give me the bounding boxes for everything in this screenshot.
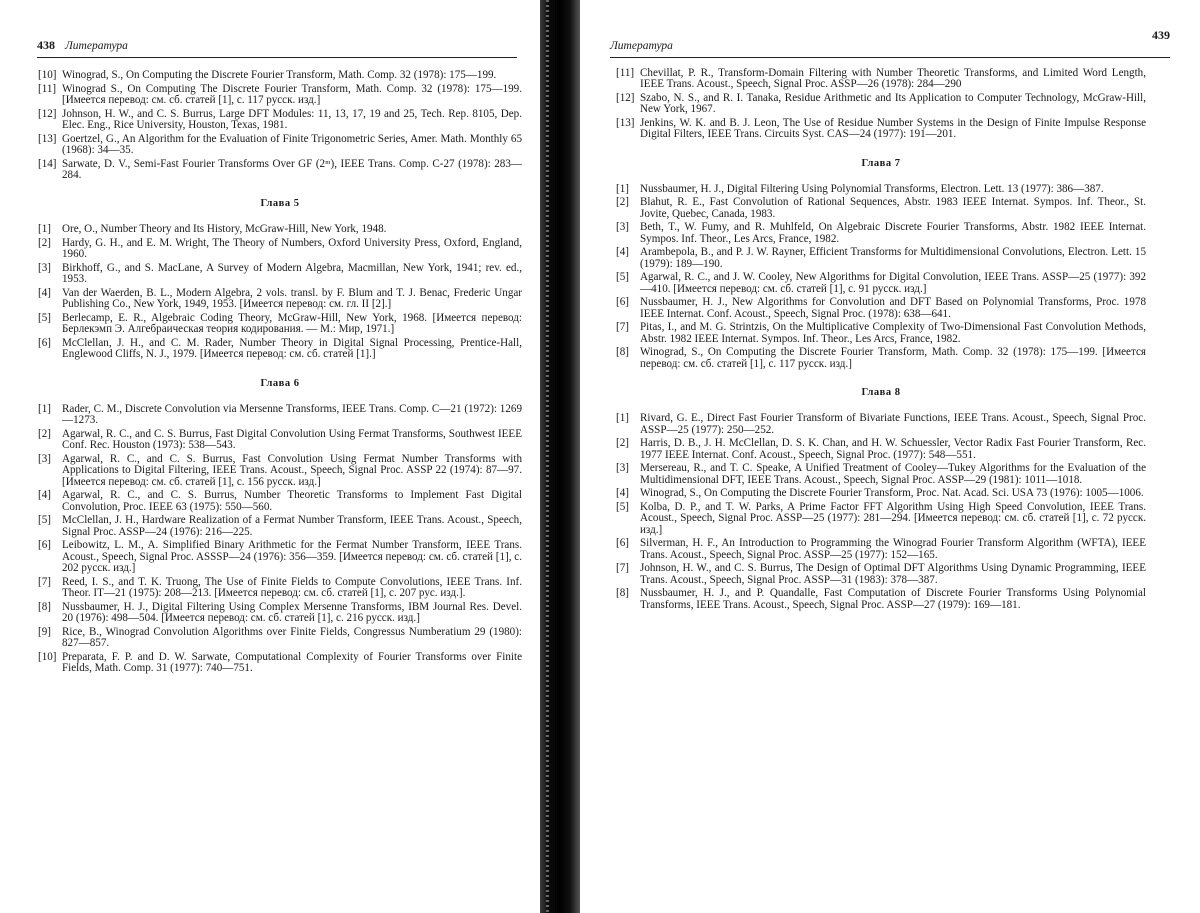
reference-number: [7] <box>38 575 51 588</box>
reference-text: Rader, C. M., Discrete Convolution via Mersenne Transforms, IEEE Trans. Comp. C—21 (1972): 1269—1273. <box>62 402 522 427</box>
reference-item <box>38 70 522 81</box>
reference-text: Agarwal, R. C., and C. S. Burrus, Fast Digital Convolution Using Fermat Transforms, Southwest IEEE Conf. Rec. Houston (1973): 538—543. <box>62 427 522 452</box>
reference-text: Nussbaumer, H. J., New Algorithms for Convolution and DFT Based on Polynomial Transforms, Proc. 1978 IEEE Internat. Conf. Acoust., Speech, Signal Proc. (1978): 638—641. <box>640 296 1146 320</box>
reference-item <box>616 438 1146 461</box>
right-page <box>580 0 1200 913</box>
reference-item <box>38 159 522 182</box>
reference-list <box>38 404 522 675</box>
right-page-content <box>616 68 1146 613</box>
reference-text: Winograd S., On Computing The Discrete Fourier Transform, Math. Comp. 32 (1978): 175—199. [Имеется перевод: см. сб. статей [1], с. 117 русск. изд.] <box>62 82 522 106</box>
reference-item <box>616 347 1146 370</box>
reference-number: [6] <box>616 537 629 550</box>
reference-item <box>616 272 1146 295</box>
reference-text: Goertzel, G., An Algorithm for the Evaluation of Finite Trigonometric Series, Amer. Math. Monthly 65 (1968): 34—35. <box>62 132 522 156</box>
reference-number: [10] <box>38 650 57 663</box>
reference-number: [2] <box>616 437 629 450</box>
reference-number: [14] <box>38 157 57 170</box>
page-number: 438 <box>37 38 55 52</box>
reference-item <box>38 540 522 574</box>
reference-text: Nussbaumer, H. J., and P. Quandalle, Fast Computation of Discrete Fourier Transforms Using Polynomial Transforms, IEEE Trans. Acoust., Speech, Signal Proc. ASSP—27 (1979): 169—181. <box>640 587 1146 611</box>
reference-item <box>616 184 1146 195</box>
reference-number: [13] <box>38 132 57 145</box>
reference-item <box>616 322 1146 345</box>
reference-item <box>38 109 522 132</box>
chapter-heading: Глава 7 <box>861 157 901 169</box>
reference-number: [1] <box>38 402 51 415</box>
reference-number: [1] <box>616 412 629 425</box>
reference-text: Van der Waerden, B. L., Modern Algebra, 2 vols. transl. by F. Blum and T. J. Benac, Frederic Ungar Publishing Co., New York, 1949, 1953. [Имеется перевод: см. гл. II [2].] <box>62 287 522 311</box>
reference-text: Sarwate, D. V., Semi-Fast Fourier Transforms Over GF (2ᵐ), IEEE Trans. Comp. C-27 (1978): 283—284. <box>62 157 522 181</box>
reference-item <box>616 413 1146 436</box>
reference-text: Silverman, H. F., An Introduction to Programming the Winograd Fourier Transform Algorithm (WFTA), IEEE Trans. Acoust., Speech, Signal Proc. ASSP—25 (1977): 152—165. <box>640 537 1146 561</box>
book-gutter <box>540 0 580 913</box>
reference-number: [5] <box>616 271 629 284</box>
reference-item <box>38 490 522 513</box>
reference-number: [11] <box>38 82 57 95</box>
reference-number: [5] <box>38 312 51 324</box>
reference-text: Hardy, G. H., and E. M. Wright, The Theory of Numbers, Oxford University Press, Oxford, England, 1960. <box>62 237 522 261</box>
reference-item <box>38 134 522 157</box>
reference-item <box>616 502 1146 536</box>
reference-text: Nussbaumer, H. J., Digital Filtering Using Complex Mersenne Transforms, IBM Journal Res. Devel. 20 (1976): 498—504. [Имеется перевод: см. сб. статей [1], с. 216 русск. изд.] <box>62 600 522 625</box>
reference-list <box>38 224 522 360</box>
reference-item <box>616 68 1146 91</box>
reference-item <box>38 288 522 311</box>
reference-number: [9] <box>38 625 51 638</box>
left-page-content <box>38 70 522 677</box>
reference-number: [8] <box>616 587 629 600</box>
reference-number: [4] <box>38 489 51 502</box>
reference-text: Winograd, S., On Computing the Discrete Fourier Transform, Proc. Nat. Acad. Sci. USA 73 (1976): 1005—1006. <box>640 487 1144 500</box>
reference-item <box>38 652 522 675</box>
reference-item <box>616 247 1146 270</box>
reference-number: [1] <box>616 182 629 195</box>
reference-item <box>38 454 522 488</box>
reference-item <box>616 197 1146 220</box>
reference-number: [6] <box>38 539 51 552</box>
reference-item <box>38 238 522 261</box>
reference-number: [4] <box>616 487 629 500</box>
right-page-header <box>610 28 1170 58</box>
reference-text: McClellan, J. H., and C. M. Rader, Number Theory in Digital Signal Processing, Prentice-Hall, Englewood Cliffs, N. J., 1979. [Имеется перевод: см. сб. статей [1].] <box>62 337 522 361</box>
reference-text: Reed, I. S., and T. K. Truong, The Use of Finite Fields to Compute Convolutions, IEEE Trans. Inf. Theor. IT—21 (1975): 208—213. [Имеется перевод: см. сб. статей [1], с. 207 рус. изд.]. <box>62 575 522 600</box>
reference-item <box>616 463 1146 486</box>
chapter-heading: Глава 5 <box>260 198 300 210</box>
reference-number: [11] <box>616 67 635 79</box>
reference-list <box>38 70 522 181</box>
reference-text: Agarwal, R. C., and C. S. Burrus, Number Theoretic Transforms to Implement Fast Digital Convolution, Proc. IEEE 63 (1975): 550—560. <box>62 489 522 513</box>
reference-text: Ore, O., Number Theory and Its History, McGraw-Hill, New York, 1948. <box>62 223 387 236</box>
reference-item <box>616 93 1146 116</box>
reference-text: Winograd, S., On Computing the Discrete Fourier Transform, Math. Comp. 32 (1978): 175—199. [Имеется перевод: см. сб. статей [1], с. 117 русск. изд.] <box>640 346 1146 370</box>
reference-number: [7] <box>616 562 629 575</box>
reference-number: [3] <box>38 452 51 465</box>
reference-text: Chevillat, P. R., Transform-Domain Filtering with Number Theoretic Transforms, and Limited Word Length, IEEE Trans. Acoust., Speech, Signal Proc. ASSP—26 (1978): 284—290 <box>640 67 1146 91</box>
reference-number: [5] <box>616 500 629 513</box>
reference-number: [8] <box>38 600 51 613</box>
reference-item <box>38 515 522 538</box>
running-head: Литература <box>610 40 673 52</box>
reference-text: Rice, B., Winograd Convolution Algorithms over Finite Fields, Congressus Numberatium 29 (1980): 827—857. <box>62 625 522 650</box>
chapter-heading: Глава 6 <box>260 377 300 389</box>
reference-item <box>38 429 522 452</box>
reference-number: [13] <box>616 117 635 129</box>
reference-item <box>38 224 522 235</box>
reference-item <box>38 338 522 361</box>
reference-text: Jenkins, W. K. and B. J. Leon, The Use of Residue Number Systems in the Design of Finite Impulse Response Digital Filters, IEEE Trans. Circuits Syst. CAS—24 (1977): 191—201. <box>640 117 1146 141</box>
reference-number: [12] <box>616 92 635 104</box>
reference-number: [4] <box>616 246 629 259</box>
reference-number: [10] <box>38 69 57 81</box>
reference-number: [8] <box>616 346 629 359</box>
reference-item <box>38 577 522 600</box>
left-page-header <box>37 38 517 58</box>
reference-text: McClellan, J. H., Hardware Realization of a Fermat Number Transform, IEEE Trans. Acoust., Speech, Signal Proc. ASSP—24 (1976): 216—225. <box>62 514 522 538</box>
reference-text: Pitas, I., and M. G. Strintzis, On the Multiplicative Complexity of Two-Dimensional Fast Convolution Methods, Abstr. 1982 IEEE Internat. Sympos. Inf. Theor., Les Arcs, France, 1982. <box>640 321 1146 345</box>
reference-number: [2] <box>616 196 629 209</box>
reference-text: Johnson, H. W., and C. S. Burrus, Large DFT Modules: 11, 13, 17, 19 and 25, Tech. Rep. 8105, Dep. Elec. Eng., Rice University, Houston, Texas, 1981. <box>62 107 522 131</box>
reference-item <box>38 84 522 107</box>
reference-text: Kolba, D. P., and T. W. Parks, A Prime Factor FFT Algorithm Using High Speed Convolution, IEEE Trans. Acoust., Speech, Signal Proc. ASSP—25 (1977): 281—294. [Имеется перевод: см. сб. статей [1], с. 72 русск. изд.] <box>640 500 1146 536</box>
reference-text: Szabo, N. S., and R. I. Tanaka, Residue Arithmetic and Its Application to Computer Technology, McGraw-Hill, New York, 1967. <box>640 92 1146 116</box>
reference-item <box>616 297 1146 320</box>
reference-number: [6] <box>616 296 629 309</box>
reference-number: [3] <box>616 462 629 475</box>
reference-text: Harris, D. B., J. H. McClellan, D. S. K. Chan, and H. W. Schuessler, Vector Radix Fast Fourier Transform, Rec. 1977 IEEE Internat. Conf. Acoust., Speech, Signal Proc. (1977): 548—551. <box>640 437 1146 461</box>
reference-text: Nussbaumer, H. J., Digital Filtering Using Polynomial Transforms, Electron. Lett. 13 (1977): 386—387. <box>640 182 1104 195</box>
page-number: 439 <box>1152 28 1170 42</box>
running-head: Литература <box>65 40 128 52</box>
reference-number: [1] <box>38 223 51 236</box>
left-page <box>0 0 540 913</box>
reference-list <box>616 184 1146 370</box>
reference-item <box>616 538 1146 561</box>
reference-number: [12] <box>38 107 57 120</box>
reference-item <box>38 313 522 336</box>
reference-item <box>616 563 1146 586</box>
reference-text: Arambepola, B., and P. J. W. Rayner, Efficient Transforms for Multidimensional Convolutions, Electron. Lett. 15 (1979): 189—190. <box>640 246 1146 270</box>
reference-text: Berlecamp, E. R., Algebraic Coding Theory, McGraw-Hill, New York, 1968. [Имеется перевод: Берлекэмп Э. Алгебраическая теория кодирования. — М.: Мир, 1971.] <box>62 312 522 336</box>
reference-list <box>616 413 1146 611</box>
reference-text: Agarwal, R. C., and C. S. Burrus, Fast Convolution Using Fermat Number Transforms with Applications to Digital Filtering, IEEE Trans. Acoust., Speech, Signal Proc. ASSP 22 (1974): 87—97. [Имеется перевод: см. сб. статей [1], с. 156 русск. изд.] <box>62 452 522 488</box>
reference-text: Blahut, R. E., Fast Convolution of Rational Sequences, Abstr. 1983 IEEE Internat. Sympos. Inf. Theor., St. Jovite, Quebec, Canada, 1983. <box>640 196 1146 220</box>
reference-number: [3] <box>616 221 629 234</box>
reference-number: [7] <box>616 321 629 334</box>
reference-item <box>38 602 522 625</box>
reference-number: [3] <box>38 262 51 274</box>
reference-list <box>616 68 1146 141</box>
reference-text: Leibowitz, L. M., A. Simplified Binary Arithmetic for the Fermat Number Transform, IEEE Trans. Acoust., Speech, Signal Proc. ASSSP—24 (1976): 356—359. [Имеется перевод: см. сб. статей [1], с. 202 русск. изд.] <box>62 539 522 575</box>
reference-text: Birkhoff, G., and S. MacLane, A Survey of Modern Algebra, Macmillan, New York, 1941; rev. ed., 1953. <box>62 262 522 286</box>
reference-number: [6] <box>38 337 51 349</box>
reference-text: Preparata, F. P. and D. W. Sarwate, Computational Complexity of Fourier Transforms over Finite Fields, Math. Comp. 31 (1977): 740—751. <box>62 650 522 675</box>
reference-text: Beth, T., W. Fumy, and R. Muhlfeld, On Algebraic Discrete Fourier Transforms, Abstr. 1982 IEEE Internat. Sympos. Inf. Theor., Les Arcs, France, 1982. <box>640 221 1146 245</box>
reference-item <box>616 488 1146 499</box>
reference-item <box>616 222 1146 245</box>
reference-text: Rivard, G. E., Direct Fast Fourier Transform of Bivariate Functions, IEEE Trans. Acoust., Speech, Signal Proc. ASSP—25 (1977): 250—252. <box>640 412 1146 436</box>
reference-text: Winograd, S., On Computing the Discrete Fourier Transform, Math. Comp. 32 (1978): 175—199. <box>62 69 497 81</box>
reference-text: Johnson, H. W., and C. S. Burrus, The Design of Optimal DFT Algorithms Using Dynamic Programming, IEEE Trans. Acoust., Speech, Signal Proc. ASSP—31 (1983): 378—387. <box>640 562 1146 586</box>
reference-text: Agarwal, R. C., and J. W. Cooley, New Algorithms for Digital Convolution, IEEE Trans. ASSP—25 (1977): 392—410. [Имеется перевод: см. сб. статей [1], с. 91 русск. изд.] <box>640 271 1146 295</box>
chapter-heading: Глава 8 <box>861 387 901 399</box>
reference-item <box>38 404 522 427</box>
reference-number: [2] <box>38 427 51 440</box>
reference-item <box>616 118 1146 141</box>
reference-item <box>616 588 1146 611</box>
reference-number: [2] <box>38 237 51 249</box>
reference-item <box>38 627 522 650</box>
reference-text: Mersereau, R., and T. C. Speake, A Unified Treatment of Cooley—Tukey Algorithms for the Evaluation of the Multidimensional DFT, IEEE Trans. Acoust., Speech, Signal Proc. ASSP—29 (1981): 1011—1018. <box>640 462 1146 486</box>
reference-number: [5] <box>38 514 51 527</box>
reference-item <box>38 263 522 286</box>
reference-number: [4] <box>38 287 51 299</box>
